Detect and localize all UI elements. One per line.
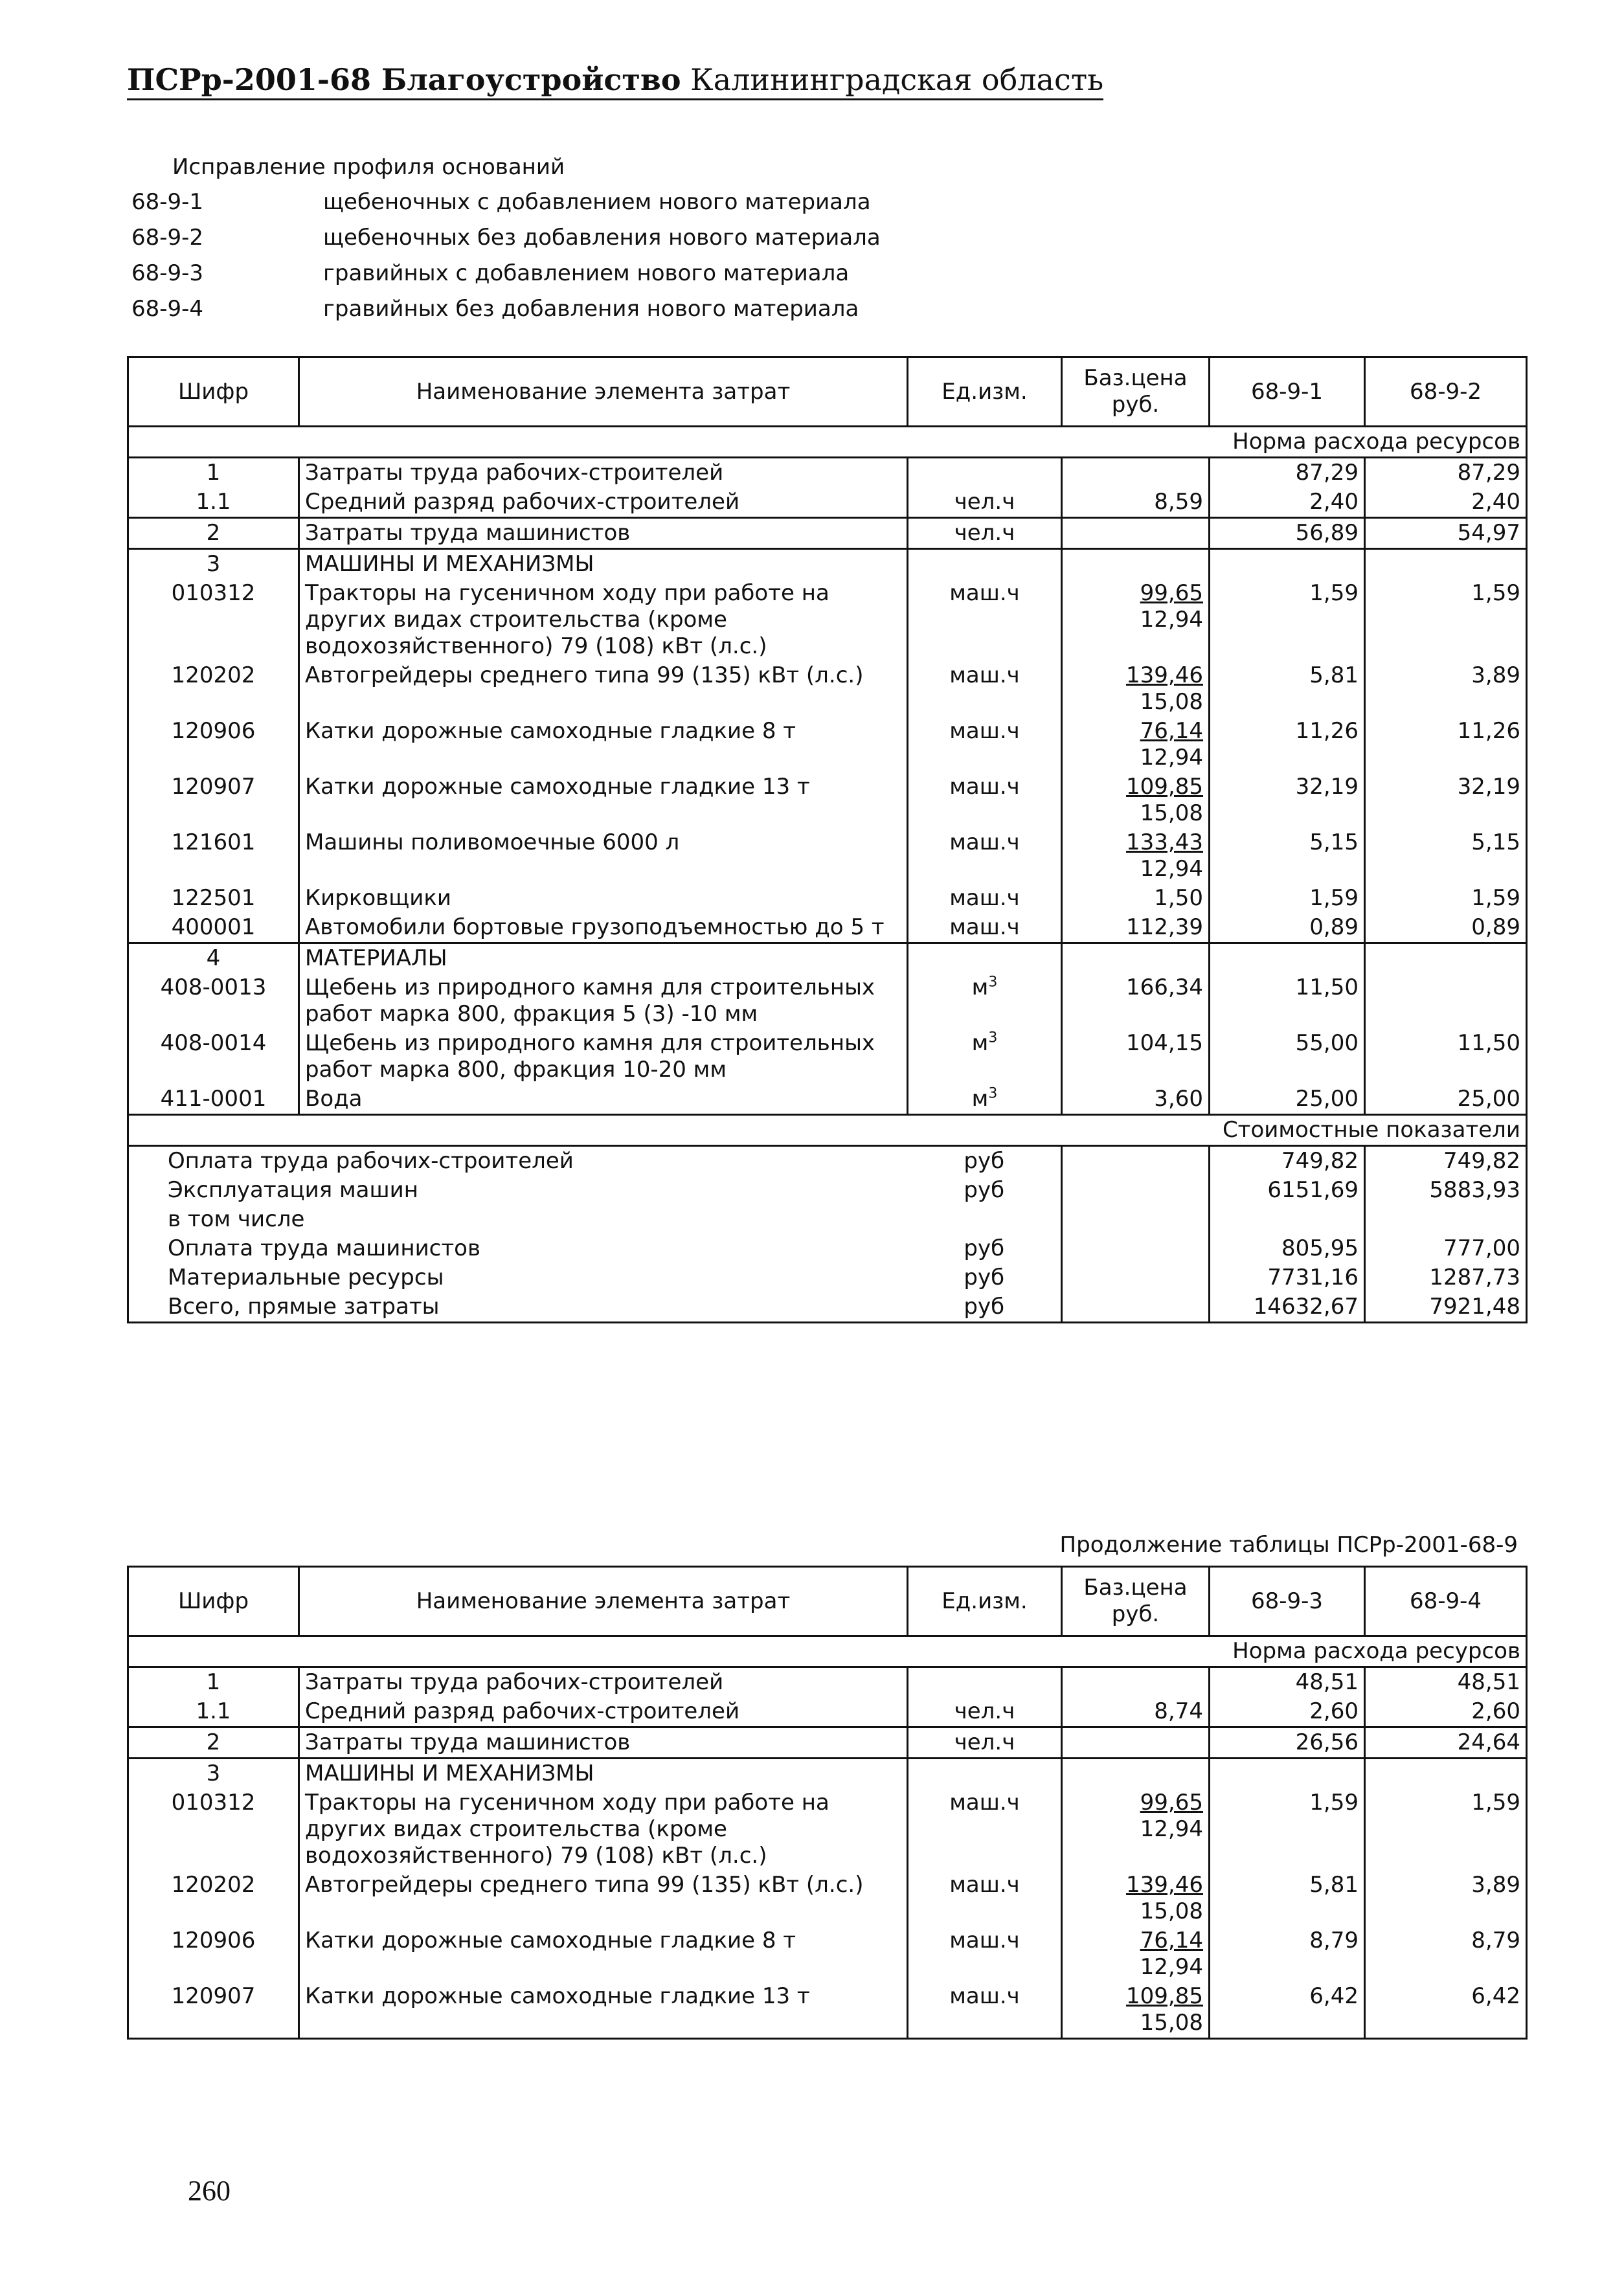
row-value-1: 48,51: [1295, 1669, 1359, 1695]
row-name: Затраты труда машинистов: [299, 1727, 908, 1759]
col-header-name: Наименование элемента затрат: [299, 357, 908, 427]
price-wage: 12,94: [1140, 607, 1203, 633]
table-row: [128, 1788, 1527, 1871]
intro-text: гравийных с добавлением нового материала: [323, 260, 850, 286]
resource-table-1: [127, 356, 1528, 1323]
row-name: Затраты труда рабочих-строителей: [299, 458, 908, 488]
row-unit: маш.ч: [949, 1928, 1020, 1953]
norm-label-row: [128, 1636, 1527, 1667]
table-header-row: [128, 1567, 1527, 1636]
intro-text: гравийных без добавления нового материала: [323, 296, 859, 322]
row-value-2: 32,19: [1365, 772, 1527, 828]
table-row: [128, 717, 1527, 772]
resource-table-2: [127, 1566, 1528, 2040]
summary-label: Всего, прямые затраты: [128, 1292, 908, 1323]
summary-label: в том числе: [128, 1205, 908, 1234]
section-title: МАШИНЫ И МЕХАНИЗМЫ: [299, 1759, 908, 1789]
row-code: 2: [128, 1727, 299, 1759]
intro-text: щебеночных с добавлением нового материала: [323, 189, 871, 215]
summary-unit: руб: [964, 1177, 1005, 1203]
row-value-1: 26,56: [1210, 1727, 1365, 1759]
row-unit: [908, 458, 1062, 488]
intro-item: [131, 260, 881, 296]
price-wage: 15,08: [1140, 2010, 1203, 2036]
row-value-2: 24,64: [1365, 1727, 1527, 1759]
summary-value-2: 749,82: [1365, 1146, 1527, 1176]
row-unit: маш.ч: [949, 885, 1020, 911]
table-row: [128, 1982, 1527, 2039]
cost-label: Стоимостные показатели: [128, 1115, 1527, 1146]
norm-label-row: [128, 427, 1527, 458]
row-value-1: 1,59: [1309, 1790, 1359, 1816]
summary-label: Материальные ресурсы: [128, 1263, 908, 1292]
row-value-2: 3,89: [1365, 1871, 1527, 1926]
row-value-2: 25,00: [1365, 1085, 1527, 1115]
summary-value-1: 6151,69: [1267, 1177, 1359, 1203]
col-header-price: Баз.цена руб.: [1062, 1567, 1210, 1636]
row-name: Кирковщики: [299, 884, 908, 913]
row-price: [1062, 1926, 1210, 1982]
summary-value-2: 7921,48: [1365, 1292, 1527, 1323]
col-header-68-9-2: 68-9-2: [1365, 357, 1527, 427]
page-number: 260: [188, 2175, 231, 2207]
cost-label-row: [128, 1115, 1527, 1146]
row-unit: $м^3$: [971, 974, 998, 1000]
row-code: 1.1: [128, 488, 299, 518]
intro-item: [131, 296, 881, 332]
row-code: 120202: [128, 661, 299, 717]
row-unit: маш.ч: [949, 718, 1020, 744]
row-code: 010312: [128, 1788, 299, 1871]
intro-code: 68-9-2: [131, 225, 204, 251]
price-total: 133,43: [1126, 829, 1203, 855]
table-row: [128, 518, 1527, 549]
col-header-unit: Ед.изм.: [908, 357, 1062, 427]
summary-value-1: 7731,16: [1267, 1265, 1359, 1290]
price-wage: 12,94: [1140, 856, 1203, 882]
summary-unit: руб: [964, 1148, 1005, 1174]
table-row: [128, 1697, 1527, 1727]
summary-label: Оплата труда рабочих-строителей: [128, 1146, 908, 1176]
row-name: Автогрейдеры среднего типа 99 (135) кВт (л.с.): [299, 661, 908, 717]
row-value-2: 5,15: [1365, 828, 1527, 884]
summary-value-1: [1210, 1205, 1365, 1234]
table-row: [128, 1029, 1527, 1085]
intro-list: [131, 189, 881, 332]
row-price: 3,60: [1062, 1085, 1210, 1115]
table-row: [128, 488, 1527, 518]
table-row: [128, 1667, 1527, 1698]
col-header-name: Наименование элемента затрат: [299, 1567, 908, 1636]
row-value-1: 2,40: [1309, 489, 1359, 515]
row-code: 120906: [128, 717, 299, 772]
row-value-2: 0,89: [1365, 913, 1527, 943]
price-total: 99,65: [1140, 580, 1203, 606]
row-value-2: 11,26: [1365, 717, 1527, 772]
price-wage: 15,08: [1140, 1898, 1203, 1924]
intro-text: щебеночных без добавления нового материала: [323, 225, 881, 251]
row-value-1: 11,50: [1295, 974, 1359, 1000]
table-row: [128, 772, 1527, 828]
row-price: 166,34: [1062, 973, 1210, 1029]
row-name: Тракторы на гусеничном ходу при работе на других видах строительства (кроме водохозяйственного) 79 (108) кВт (л.с.): [299, 579, 908, 661]
summary-unit: руб: [908, 1292, 1062, 1323]
row-unit: маш.ч: [949, 829, 1020, 855]
row-code: 010312: [128, 579, 299, 661]
row-name: Тракторы на гусеничном ходу при работе на других видах строительства (кроме водохозяйственного) 79 (108) кВт (л.с.): [299, 1788, 908, 1871]
row-value-2: 48,51: [1365, 1667, 1527, 1698]
table-row: [128, 1926, 1527, 1982]
row-value-2: 1,59: [1365, 1788, 1527, 1871]
row-value-1: 5,15: [1309, 829, 1359, 855]
row-name: Катки дорожные самоходные гладкие 8 т: [299, 1926, 908, 1982]
row-value-2: 54,97: [1365, 518, 1527, 549]
summary-row: [128, 1146, 1527, 1176]
col-header-68-9-3: 68-9-3: [1210, 1567, 1365, 1636]
row-unit: чел.ч: [908, 1727, 1062, 1759]
row-name: Вода: [299, 1085, 908, 1115]
table-row: [128, 1085, 1527, 1115]
row-value-1: 5,81: [1309, 1872, 1359, 1898]
row-price: 104,15: [1062, 1029, 1210, 1085]
row-price: [1062, 1982, 1210, 2039]
row-name: Автомобили бортовые грузоподъемностью до 5 т: [299, 913, 908, 943]
price-wage: 15,08: [1140, 800, 1203, 826]
row-unit: маш.ч: [949, 662, 1020, 688]
row-value-1: 32,19: [1295, 774, 1359, 800]
row-price: [1062, 458, 1210, 488]
row-price: [1062, 1667, 1210, 1698]
row-name: Затраты труда рабочих-строителей: [299, 1667, 908, 1698]
col-header-unit: Ед.изм.: [908, 1567, 1062, 1636]
row-name: Щебень из природного камня для строительных работ марка 800, фракция 5 (3) -10 мм: [299, 973, 908, 1029]
row-code: 400001: [128, 913, 299, 943]
row-code: 121601: [128, 828, 299, 884]
row-code: 411-0001: [128, 1085, 299, 1115]
row-value-2: 8,79: [1365, 1926, 1527, 1982]
row-value-1: 87,29: [1295, 460, 1359, 486]
summary-label: Оплата труда машинистов: [128, 1234, 908, 1263]
row-unit: маш.ч: [949, 774, 1020, 800]
header-bold: ПСРр-2001-68 Благоустройство: [127, 62, 681, 97]
table-row: [128, 828, 1527, 884]
row-code: 1.1: [128, 1697, 299, 1727]
col-header-68-9-4: 68-9-4: [1365, 1567, 1527, 1636]
price-wage: 15,08: [1140, 689, 1203, 715]
row-price: [1062, 1788, 1210, 1871]
col-header-code: Шифр: [128, 357, 299, 427]
row-price: [1062, 1871, 1210, 1926]
row-name: Средний разряд рабочих-строителей: [299, 1697, 908, 1727]
price-total: 109,85: [1126, 1983, 1203, 2009]
row-code: 408-0014: [128, 1029, 299, 1085]
norm-label: Норма расхода ресурсов: [128, 427, 1527, 458]
col-header-68-9-1: 68-9-1: [1210, 357, 1365, 427]
row-code: 122501: [128, 884, 299, 913]
row-unit: маш.ч: [949, 914, 1020, 940]
summary-row: [128, 1234, 1527, 1263]
table-row: [128, 1871, 1527, 1926]
norm-label: Норма расхода ресурсов: [128, 1636, 1527, 1667]
table-row: [128, 973, 1527, 1029]
row-code: 1: [128, 1667, 299, 1698]
summary-unit: руб: [964, 1265, 1005, 1290]
price-wage: 12,94: [1140, 745, 1203, 770]
summary-row: [128, 1176, 1527, 1205]
summary-value-2: 5883,93: [1365, 1176, 1527, 1205]
row-name: Затраты труда машинистов: [299, 518, 908, 549]
row-code: 120907: [128, 1982, 299, 2039]
row-value-2: 11,50: [1365, 1029, 1527, 1085]
summary-row: [128, 1263, 1527, 1292]
row-value-2: 2,60: [1365, 1697, 1527, 1727]
price-total: 139,46: [1126, 1872, 1203, 1898]
col-header-price: Баз.цена руб.: [1062, 357, 1210, 427]
table-row: [128, 458, 1527, 488]
intro-item: [131, 189, 881, 225]
row-value-2: 1,59: [1365, 884, 1527, 913]
summary-value-2: [1365, 1205, 1527, 1234]
summary-value-1: 749,82: [1281, 1148, 1359, 1174]
row-price: [1062, 772, 1210, 828]
col-header-code: Шифр: [128, 1567, 299, 1636]
section-row: [128, 943, 1527, 974]
summary-unit: руб: [964, 1235, 1005, 1261]
row-unit: чел.ч: [954, 489, 1015, 515]
continuation-note: Продолжение таблицы ПСРр-2001-68-9: [1059, 1532, 1518, 1558]
row-value-2: 87,29: [1365, 458, 1527, 488]
row-unit: $м^3$: [971, 1085, 998, 1112]
row-code: 408-0013: [128, 973, 299, 1029]
row-price: 112,39: [1062, 913, 1210, 943]
row-code: 1: [128, 458, 299, 488]
price-total: 99,65: [1140, 1790, 1203, 1816]
row-name: Автогрейдеры среднего типа 99 (135) кВт (л.с.): [299, 1871, 908, 1926]
row-value-1: 1,59: [1309, 580, 1359, 606]
price-wage: 12,94: [1140, 1954, 1203, 1980]
row-value-1: 2,60: [1309, 1698, 1359, 1724]
row-price: [1062, 828, 1210, 884]
intro-code: 68-9-1: [131, 189, 204, 215]
section-code: 3: [128, 549, 299, 579]
row-value-1: 11,26: [1295, 718, 1359, 744]
row-code: 2: [128, 518, 299, 549]
row-name: Средний разряд рабочих-строителей: [299, 488, 908, 518]
price-wage: 12,94: [1140, 1816, 1203, 1842]
section-title: МАТЕРИАЛЫ: [299, 943, 908, 974]
row-name: Машины поливомоечные 6000 л: [299, 828, 908, 884]
intro-title: Исправление профиля оснований: [172, 154, 565, 180]
section-code: 4: [128, 943, 299, 974]
row-price: 8,74: [1062, 1697, 1210, 1727]
summary-value-2: 1287,73: [1365, 1263, 1527, 1292]
intro-code: 68-9-4: [131, 296, 204, 322]
price-total: 76,14: [1140, 1928, 1203, 1953]
row-price: [1062, 1727, 1210, 1759]
row-unit: маш.ч: [908, 1982, 1062, 2039]
table-row: [128, 884, 1527, 913]
row-price: [1062, 717, 1210, 772]
table-header-row: [128, 357, 1527, 427]
price-total: 139,46: [1126, 662, 1203, 688]
summary-row: [128, 1292, 1527, 1323]
row-unit: маш.ч: [949, 1872, 1020, 1898]
row-value-2: 6,42: [1365, 1982, 1527, 2039]
summary-unit: [908, 1205, 1062, 1234]
row-price: [1062, 579, 1210, 661]
row-name: Щебень из природного камня для строительных работ марка 800, фракция 10-20 мм: [299, 1029, 908, 1085]
summary-row: [128, 1205, 1527, 1234]
row-name: Катки дорожные самоходные гладкие 13 т: [299, 772, 908, 828]
row-code: 120907: [128, 772, 299, 828]
row-value-2: 3,89: [1365, 661, 1527, 717]
row-name: Катки дорожные самоходные гладкие 13 т: [299, 1982, 908, 2039]
row-value-2: [1365, 973, 1527, 1029]
row-unit: $м^3$: [971, 1029, 998, 1056]
row-code: 120202: [128, 1871, 299, 1926]
row-unit: маш.ч: [949, 580, 1020, 606]
intro-item: [131, 225, 881, 260]
intro-code: 68-9-3: [131, 260, 204, 286]
row-value-1: 25,00: [1295, 1086, 1359, 1112]
row-value-2: 2,40: [1365, 488, 1527, 518]
table-row: [128, 1727, 1527, 1759]
row-price: 1,50: [1062, 884, 1210, 913]
row-unit: [908, 1667, 1062, 1698]
row-name: Катки дорожные самоходные гладкие 8 т: [299, 717, 908, 772]
row-value-1: 1,59: [1309, 885, 1359, 911]
summary-value-1: 14632,67: [1210, 1292, 1365, 1323]
section-row: [128, 1759, 1527, 1789]
row-value-1: 56,89: [1210, 518, 1365, 549]
section-code: 3: [128, 1759, 299, 1789]
row-price: [1062, 518, 1210, 549]
table-row: [128, 579, 1527, 661]
row-value-2: 1,59: [1365, 579, 1527, 661]
price-total: 76,14: [1140, 718, 1203, 744]
row-unit: чел.ч: [954, 1698, 1015, 1724]
table-row: [128, 661, 1527, 717]
summary-label: Эксплуатация машин: [128, 1176, 908, 1205]
row-price: [1062, 661, 1210, 717]
price-total: 109,85: [1126, 774, 1203, 800]
row-value-1: 0,89: [1309, 914, 1359, 940]
section-title: МАШИНЫ И МЕХАНИЗМЫ: [299, 549, 908, 579]
row-value-1: 8,79: [1309, 1928, 1359, 1953]
summary-value-1: 805,95: [1281, 1235, 1359, 1261]
row-unit: чел.ч: [908, 518, 1062, 549]
row-code: 120906: [128, 1926, 299, 1982]
row-unit: маш.ч: [949, 1790, 1020, 1816]
section-row: [128, 549, 1527, 579]
summary-value-2: 777,00: [1365, 1234, 1527, 1263]
row-value-1: 55,00: [1295, 1030, 1359, 1056]
row-price: 8,59: [1062, 488, 1210, 518]
row-value-1: 5,81: [1309, 662, 1359, 688]
row-value-1: 6,42: [1210, 1982, 1365, 2039]
page-header: [127, 62, 1103, 100]
table-row: [128, 913, 1527, 943]
header-region: Калининградская область: [690, 62, 1104, 97]
